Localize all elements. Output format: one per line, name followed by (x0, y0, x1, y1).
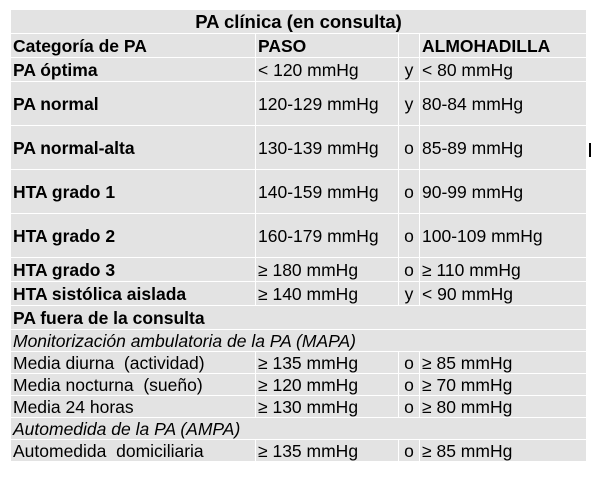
category-cell: PA óptima (11, 58, 256, 82)
section-title-outside: PA fuera de la consulta (11, 306, 587, 330)
subsection-title-mapa: Monitorización ambulatoria de la PA (MAPA) (11, 330, 587, 352)
header-category: Categoría de PA (11, 34, 256, 58)
text-cursor-mark (589, 143, 591, 157)
table-row (11, 352, 587, 374)
paso-cell: ≥ 135 mmHg (256, 352, 399, 374)
category-cell: HTA grado 1 (11, 170, 256, 214)
conjunction-cell: o (399, 352, 420, 374)
almohadilla-cell: < 90 mmHg (420, 282, 587, 306)
almohadilla-cell: 90-99 mmHg (420, 170, 587, 214)
category-cell: HTA grado 2 (11, 214, 256, 258)
paso-cell: < 120 mmHg (256, 58, 399, 82)
conjunction-cell: o (399, 374, 420, 396)
paso-cell: ≥ 140 mmHg (256, 282, 399, 306)
header-almohadilla: ALMOHADILLA (420, 34, 587, 58)
almohadilla-cell: ≥ 110 mmHg (420, 258, 587, 282)
category-cell: Automedida domiciliaria (11, 440, 256, 462)
category-cell: Media 24 horas (11, 396, 256, 418)
category-cell: PA normal-alta (11, 126, 256, 170)
conjunction-cell: o (399, 170, 420, 214)
almohadilla-cell: ≥ 85 mmHg (420, 352, 587, 374)
paso-cell: ≥ 130 mmHg (256, 396, 399, 418)
table-row (11, 282, 587, 306)
category-cell: HTA grado 3 (11, 258, 256, 282)
almohadilla-cell: 100-109 mmHg (420, 214, 587, 258)
header-paso: PASO (256, 34, 399, 58)
table-title: PA clínica (en consulta) (11, 10, 587, 34)
table-row (11, 214, 587, 258)
subsection-title-ampa: Automedida de la PA (AMPA) (11, 418, 587, 440)
conjunction-cell: o (399, 396, 420, 418)
table-row (11, 126, 587, 170)
category-cell: HTA sistólica aislada (11, 282, 256, 306)
conjunction-cell: y (399, 282, 420, 306)
table-row (11, 170, 587, 214)
almohadilla-cell: ≥ 80 mmHg (420, 396, 587, 418)
paso-cell: ≥ 135 mmHg (256, 440, 399, 462)
almohadilla-cell: < 80 mmHg (420, 58, 587, 82)
blood-pressure-table (10, 9, 587, 462)
table-row (11, 396, 587, 418)
almohadilla-cell: 80-84 mmHg (420, 82, 587, 126)
paso-cell: 160-179 mmHg (256, 214, 399, 258)
table-row (11, 440, 587, 462)
category-cell: Media diurna (actividad) (11, 352, 256, 374)
section-row (11, 306, 587, 330)
table-row (11, 58, 587, 82)
conjunction-cell: y (399, 82, 420, 126)
paso-cell: 130-139 mmHg (256, 126, 399, 170)
subsection-row (11, 330, 587, 352)
table-row (11, 82, 587, 126)
conjunction-cell: y (399, 58, 420, 82)
header-conj-spacer (399, 34, 420, 58)
title-row (11, 10, 587, 34)
header-row (11, 34, 587, 58)
almohadilla-cell: 85-89 mmHg (420, 126, 587, 170)
conjunction-cell: o (399, 214, 420, 258)
almohadilla-cell: ≥ 85 mmHg (420, 440, 587, 462)
paso-cell: 140-159 mmHg (256, 170, 399, 214)
table-row (11, 374, 587, 396)
paso-cell: 120-129 mmHg (256, 82, 399, 126)
paso-cell: ≥ 120 mmHg (256, 374, 399, 396)
category-cell: PA normal (11, 82, 256, 126)
conjunction-cell: o (399, 440, 420, 462)
conjunction-cell: o (399, 258, 420, 282)
paso-cell: ≥ 180 mmHg (256, 258, 399, 282)
category-cell: Media nocturna (sueño) (11, 374, 256, 396)
table-row (11, 258, 587, 282)
subsection-row (11, 418, 587, 440)
conjunction-cell: o (399, 126, 420, 170)
almohadilla-cell: ≥ 70 mmHg (420, 374, 587, 396)
